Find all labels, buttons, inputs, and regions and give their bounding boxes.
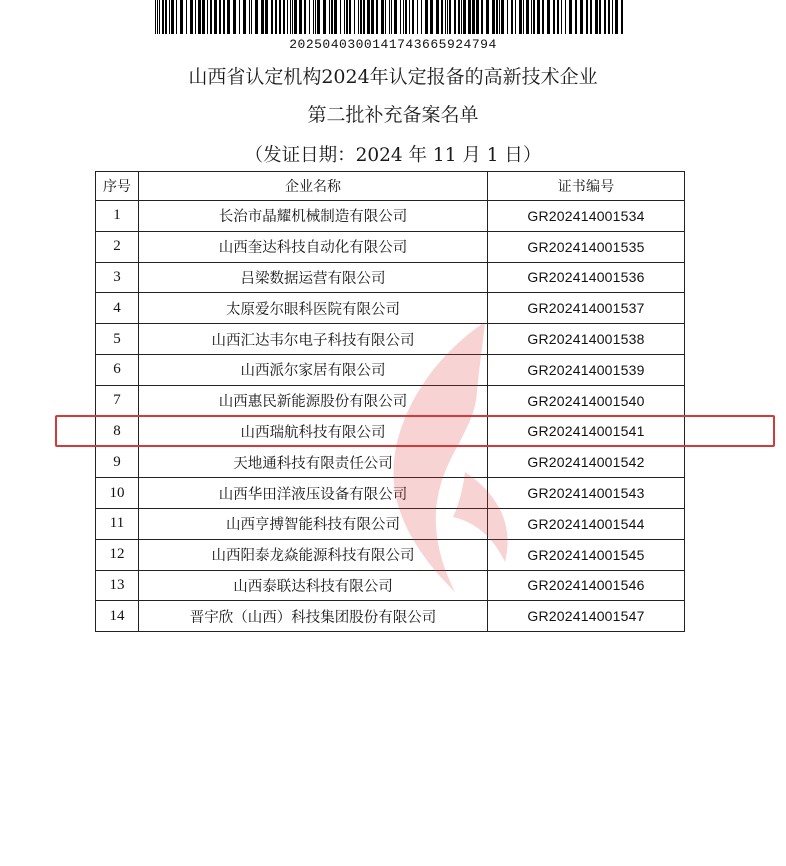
table-header-row <box>96 172 685 201</box>
row-company-name: 山西亨搏智能科技有限公司 <box>139 508 488 539</box>
row-cert-number: GR202414001535 <box>488 231 685 262</box>
row-seq: 2 <box>96 231 139 262</box>
row-seq: 7 <box>96 385 139 416</box>
barcode-bar <box>367 0 370 34</box>
barcode-bar <box>165 0 167 34</box>
barcode-bar <box>376 0 378 34</box>
barcode-bar <box>461 0 462 34</box>
barcode-bar <box>371 0 374 34</box>
barcode-bar <box>290 0 291 34</box>
row-cert-number: GR202414001540 <box>488 385 685 416</box>
barcode-bar <box>476 0 479 34</box>
barcode-bar <box>287 0 288 34</box>
barcode-bar <box>391 0 392 34</box>
document-subtitle: 第二批补充备案名单 <box>307 104 479 126</box>
table-row <box>96 324 685 355</box>
barcode-bar <box>612 0 613 34</box>
barcode-bar <box>315 0 316 34</box>
row-cert-number: GR202414001539 <box>488 354 685 385</box>
barcode-bar <box>604 0 606 34</box>
barcode-bar <box>463 0 466 34</box>
barcode-bar <box>492 0 495 34</box>
table-row <box>96 201 685 232</box>
table-row <box>96 508 685 539</box>
barcode-bar <box>309 0 310 34</box>
row-seq: 8 <box>96 416 139 447</box>
barcode-bar <box>523 0 524 34</box>
barcode-bar <box>344 0 345 34</box>
barcode-bar <box>176 0 177 34</box>
row-company-name: 山西瑞航科技有限公司 <box>139 416 488 447</box>
barcode-bar <box>155 0 156 34</box>
barcode-bar <box>409 0 410 34</box>
barcode-bar <box>299 0 302 34</box>
barcode-bar <box>565 0 566 34</box>
row-cert-number: GR202414001537 <box>488 293 685 324</box>
table-row <box>96 447 685 478</box>
barcode-bar <box>190 0 193 34</box>
barcode-bar <box>394 0 397 34</box>
barcode-bar <box>323 0 326 34</box>
row-company-name: 山西派尔家居有限公司 <box>139 354 488 385</box>
row-cert-number: GR202414001543 <box>488 478 685 509</box>
barcode-bar <box>468 0 471 34</box>
barcode-bar <box>354 0 355 34</box>
barcode-bar <box>569 0 572 34</box>
barcode-bar <box>346 0 348 34</box>
table-row <box>96 385 685 416</box>
barcode-bar <box>349 0 351 34</box>
table-row <box>96 570 685 601</box>
barcode-icon <box>155 0 623 34</box>
barcode-bar <box>249 0 250 34</box>
barcode-bar <box>195 0 196 34</box>
row-company-name: 山西奎达科技自动化有限公司 <box>139 231 488 262</box>
barcode-bar <box>227 0 230 34</box>
row-company-name: 天地通科技有限责任公司 <box>139 447 488 478</box>
barcode-bar <box>421 0 422 34</box>
barcode-bar <box>580 0 583 34</box>
highlight-box-row-8 <box>55 415 775 447</box>
barcode-bar <box>501 0 504 34</box>
barcode-bar <box>400 0 401 34</box>
barcode-bar <box>417 0 418 34</box>
row-cert-number: GR202414001542 <box>488 447 685 478</box>
barcode-bar <box>239 0 240 34</box>
barcode-bar <box>251 0 252 34</box>
barcode-bar <box>507 0 508 34</box>
barcode-bar <box>447 0 448 34</box>
table-row <box>96 601 685 632</box>
row-cert-number: GR202414001538 <box>488 324 685 355</box>
barcode-bar <box>202 0 205 34</box>
barcode-bar <box>214 0 217 34</box>
table-row <box>96 231 685 262</box>
row-seq: 12 <box>96 539 139 570</box>
header-seq: 序号 <box>96 172 139 201</box>
barcode-bar <box>317 0 320 34</box>
barcode-bar <box>171 0 174 34</box>
barcode-bar <box>515 0 516 34</box>
barcode-bar <box>486 0 489 34</box>
barcode-bar <box>454 0 456 34</box>
barcode-bar <box>526 0 529 34</box>
barcode-bar <box>313 0 314 34</box>
row-company-name: 晋宇欣（山西）科技集团股份有限公司 <box>139 601 488 632</box>
row-seq: 1 <box>96 201 139 232</box>
barcode-bar <box>511 0 513 34</box>
barcode-number: 20250403001417436659247​94 <box>289 37 497 52</box>
barcode-bar <box>233 0 236 34</box>
barcode-bar <box>292 0 293 34</box>
barcode-bar <box>561 0 562 34</box>
barcode-bar <box>363 0 365 34</box>
barcode-bar <box>449 0 451 34</box>
barcode-bar <box>329 0 330 34</box>
barcode-bar <box>547 0 550 34</box>
barcode-bar <box>385 0 386 34</box>
table-row <box>96 354 685 385</box>
barcode-bar <box>557 0 559 34</box>
row-company-name: 长治市晶耀机械制造有限公司 <box>139 201 488 232</box>
barcode-bar <box>458 0 460 34</box>
row-cert-number: GR202414001545 <box>488 539 685 570</box>
barcode-bar <box>162 0 164 34</box>
table-row <box>96 262 685 293</box>
row-seq: 10 <box>96 478 139 509</box>
row-company-name: 山西阳泰龙焱能源科技有限公司 <box>139 539 488 570</box>
row-seq: 5 <box>96 324 139 355</box>
barcode-bar <box>389 0 390 34</box>
row-company-name: 山西汇达韦尔电子科技有限公司 <box>139 324 488 355</box>
barcode-bar <box>599 0 601 34</box>
barcode-bar <box>340 0 341 34</box>
row-cert-number: GR202414001544 <box>488 508 685 539</box>
barcode-bar <box>542 0 544 34</box>
barcode-bar <box>496 0 498 34</box>
row-company-name: 山西惠民新能源股份有限公司 <box>139 385 488 416</box>
barcode-bar <box>255 0 258 34</box>
barcode-bar <box>575 0 577 34</box>
table-row <box>96 478 685 509</box>
enterprise-table <box>95 171 685 632</box>
barcode-bar <box>210 0 212 34</box>
row-cert-number: GR202414001546 <box>488 570 685 601</box>
barcode-bar <box>381 0 384 34</box>
row-seq: 13 <box>96 570 139 601</box>
barcode-bar <box>294 0 297 34</box>
row-cert-number: GR202414001534 <box>488 201 685 232</box>
barcode-bar <box>472 0 475 34</box>
row-company-name: 太原爱尔眼科医院有限公司 <box>139 293 488 324</box>
barcode-bar <box>275 0 277 34</box>
barcode-bar <box>157 0 158 34</box>
barcode-bar <box>590 0 592 34</box>
barcode-bar <box>271 0 273 34</box>
barcode-bar <box>499 0 500 34</box>
barcode-bar <box>169 0 170 34</box>
barcode-bar <box>159 0 160 34</box>
barcode-bar <box>405 0 407 34</box>
barcode-bar <box>586 0 588 34</box>
document-title: 山西省认定机构2024年认定报备的高新技术企业 <box>188 66 598 88</box>
barcode-bar <box>425 0 428 34</box>
row-seq: 4 <box>96 293 139 324</box>
barcode-bar <box>243 0 246 34</box>
barcode-bar <box>304 0 306 34</box>
barcode-bar <box>207 0 208 34</box>
barcode-bar <box>331 0 333 34</box>
row-company-name: 吕梁数据运营有限公司 <box>139 262 488 293</box>
barcode-bar <box>436 0 439 34</box>
barcode-bar <box>621 0 623 34</box>
barcode-bar <box>265 0 268 34</box>
barcode-bar <box>441 0 443 34</box>
row-cert-number: GR202414001541 <box>488 416 685 447</box>
barcode-bar <box>360 0 362 34</box>
barcode-bar <box>334 0 337 34</box>
barcode-bar <box>595 0 598 34</box>
barcode-bar <box>180 0 183 34</box>
barcode-bar <box>279 0 281 34</box>
barcode-bar <box>615 0 618 34</box>
header-name: 企业名称 <box>139 172 488 201</box>
barcode-bar <box>537 0 540 34</box>
row-seq: 14 <box>96 601 139 632</box>
table-row <box>96 293 685 324</box>
barcode-bar <box>608 0 610 34</box>
barcode-bar <box>430 0 433 34</box>
barcode-bar <box>445 0 446 34</box>
barcode-bar <box>531 0 532 34</box>
barcode-bar <box>186 0 187 34</box>
barcode-bar <box>358 0 359 34</box>
barcode-bar <box>223 0 225 34</box>
issue-date: （发证日期：2024 年 11 月 1 日） <box>244 145 542 166</box>
row-seq: 9 <box>96 447 139 478</box>
barcode-bar <box>519 0 522 34</box>
row-cert-number: GR202414001536 <box>488 262 685 293</box>
row-seq: 3 <box>96 262 139 293</box>
row-seq: 6 <box>96 354 139 385</box>
barcode-bar <box>412 0 414 34</box>
row-cert-number: GR202414001547 <box>488 601 685 632</box>
barcode-bar <box>533 0 535 34</box>
barcode-bar <box>261 0 264 34</box>
barcode-bar <box>403 0 404 34</box>
barcode-bar <box>198 0 201 34</box>
row-company-name: 山西华田洋液压设备有限公司 <box>139 478 488 509</box>
header-cert: 证书编号 <box>488 172 685 201</box>
row-seq: 11 <box>96 508 139 539</box>
barcode-bar <box>283 0 285 34</box>
barcode-bar <box>481 0 483 34</box>
table-row <box>96 539 685 570</box>
barcode-bar <box>219 0 221 34</box>
row-company-name: 山西泰联达科技有限公司 <box>139 570 488 601</box>
barcode-bar <box>553 0 555 34</box>
